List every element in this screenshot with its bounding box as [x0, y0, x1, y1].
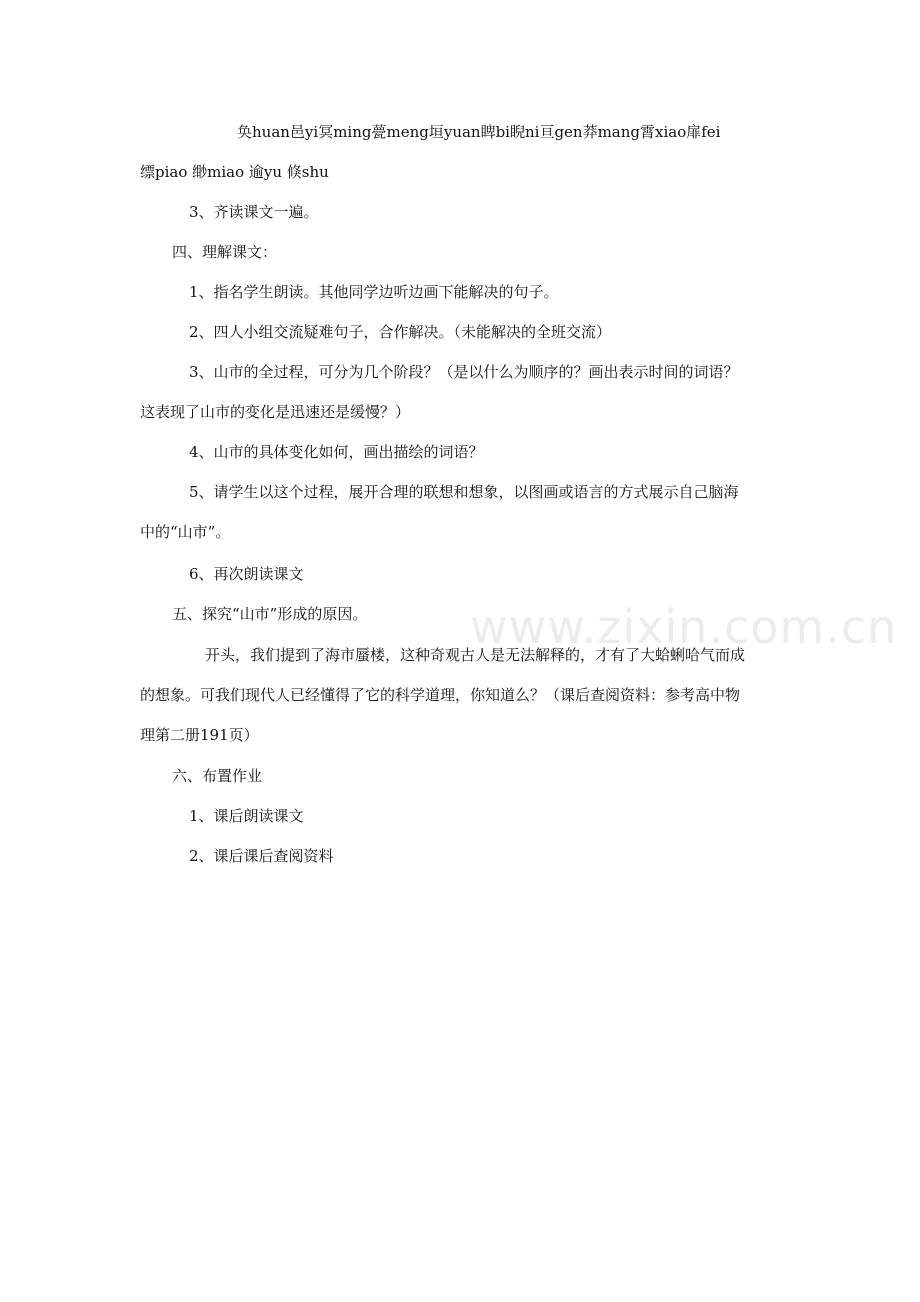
item-4-3-continued: 这表现了山市的变化是迅速还是缓慢？） [140, 403, 411, 421]
pinyin-line-2: 缥piao 缈miao 逾yu 倏shu [140, 163, 329, 181]
paragraph-5-line-3: 理第二册191页） [140, 726, 259, 744]
item-4-3: 3、山市的全过程，可分为几个阶段？（是以什么为顺序的？画出表示时间的词语？ [189, 363, 739, 381]
section-heading-5: 五、探究“山市”形成的原因。 [172, 605, 368, 623]
item-4-5-continued: 中的“山市”。 [140, 523, 231, 541]
item-4-2: 2、四人小组交流疑难句子，合作解决。（未能解决的全班交流） [189, 323, 612, 341]
item-6-1: 1、课后朗读课文 [189, 807, 304, 825]
watermark: www.zixin.com.cn [470, 600, 898, 654]
item-4-6: 6、再次朗读课文 [189, 565, 304, 583]
paragraph-5-line-1: 开头，我们提到了海市蜃楼，这种奇观古人是无法解释的，才有了大蛤蜊哈气而成 [205, 646, 746, 664]
section-heading-4: 四、理解课文： [172, 243, 278, 261]
section-heading-6: 六、布置作业 [172, 767, 263, 785]
item-4-4: 4、山市的具体变化如何，画出描绘的词语？ [189, 443, 484, 461]
item-4-1: 1、指名学生朗读。其他同学边听边画下能解决的句子。 [189, 283, 559, 301]
pinyin-line-1: 奂huan邑yi冥ming甍meng垣yuan睥bi睨ni亘gen莽mang霄xiao扉fei [237, 123, 721, 141]
paragraph-5-line-2: 的想象。可我们现代人已经懂得了它的科学道理，你知道么？（课后查阅资料：参考高中物 [140, 686, 741, 704]
item-4-5: 5、请学生以这个过程，展开合理的联想和想象，以图画或语言的方式展示自己脑海 [189, 483, 739, 501]
item-6-2: 2、课后课后查阅资料 [189, 847, 334, 865]
item-read-aloud: 3、齐读课文一遍。 [189, 203, 319, 221]
